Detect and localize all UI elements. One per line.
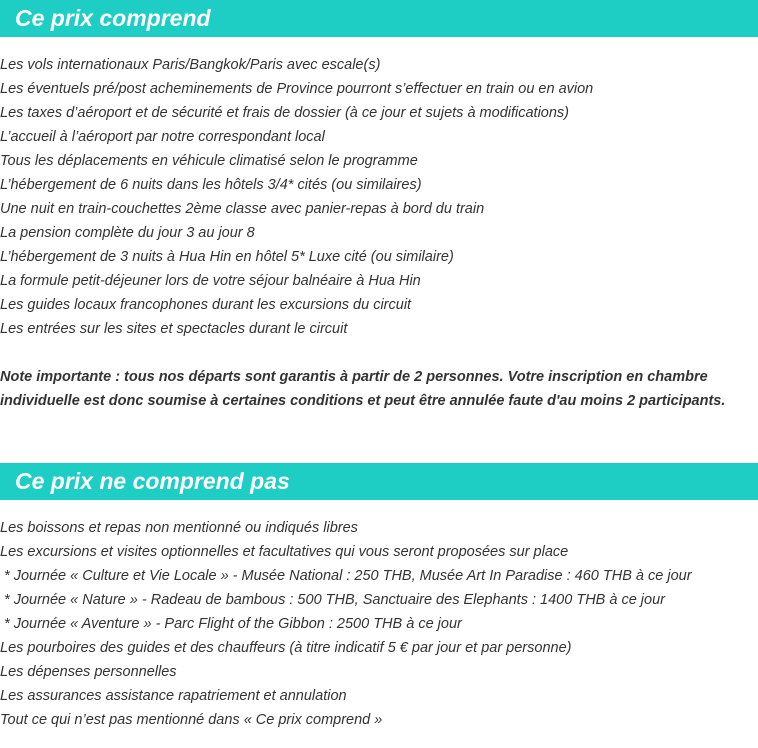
list-item: * Journée « Culture et Vie Locale » - Musée National : 250 THB, Musée Art In Paradise : 460 THB à ce jour — [0, 568, 692, 584]
includes-section-title: Ce prix comprend — [0, 0, 758, 37]
list-item: Tous les déplacements en véhicule climatisé selon le programme — [0, 153, 418, 169]
list-item: * Journée « Nature » - Radeau de bambous : 500 THB, Sanctuaire des Elephants : 1400 THB à ce jour — [0, 592, 665, 608]
list-item: Les pourboires des guides et des chauffeurs (à titre indicatif 5 € par jour et par personne) — [0, 640, 572, 656]
list-item: Les entrées sur les sites et spectacles durant le circuit — [0, 321, 348, 337]
list-item: Les éventuels pré/post acheminements de Province pourront s’effectuer en train ou en avion — [0, 81, 594, 97]
list-item: Les guides locaux francophones durant les excursions du circuit — [0, 297, 412, 313]
list-item: L’accueil à l’aéroport par notre correspondant local — [0, 129, 325, 145]
excludes-list — [0, 516, 758, 732]
important-note: Note importante : tous nos départs sont garantis à partir de 2 personnes. Votre inscription en chambre individuelle est donc soumise à certaines conditions et peut être annulée faute d'au moins 2 participants. — [0, 369, 726, 409]
list-item: * Journée « Aventure » - Parc Flight of the Gibbon : 2500 THB à ce jour — [0, 616, 462, 632]
list-item: Les boissons et repas non mentionné ou indiqués libres — [0, 520, 358, 536]
list-item: Les assurances assistance rapatriement et annulation — [0, 688, 347, 704]
list-item: La pension complète du jour 3 au jour 8 — [0, 225, 255, 241]
list-item: Les taxes d’aéroport et de sécurité et frais de dossier (à ce jour et sujets à modifications) — [0, 105, 570, 121]
list-item: L’hébergement de 3 nuits à Hua Hin en hôtel 5* Luxe cité (ou similaire) — [0, 249, 454, 265]
excludes-section-title: Ce prix ne comprend pas — [0, 463, 758, 500]
list-item: Les dépenses personnelles — [0, 664, 177, 680]
list-item: Une nuit en train-couchettes 2ème classe avec panier-repas à bord du train — [0, 201, 485, 217]
list-item: Les excursions et visites optionnelles et facultatives qui vous seront proposées sur place — [0, 544, 569, 560]
includes-list — [0, 53, 758, 341]
list-item: La formule petit-déjeuner lors de votre séjour balnéaire à Hua Hin — [0, 273, 421, 289]
list-item: L’hébergement de 6 nuits dans les hôtels 3/4* cités (ou similaires) — [0, 177, 422, 193]
list-item: Tout ce qui n’est pas mentionné dans « Ce prix comprend » — [0, 712, 383, 728]
list-item: Les vols internationaux Paris/Bangkok/Paris avec escale(s) — [0, 57, 381, 73]
